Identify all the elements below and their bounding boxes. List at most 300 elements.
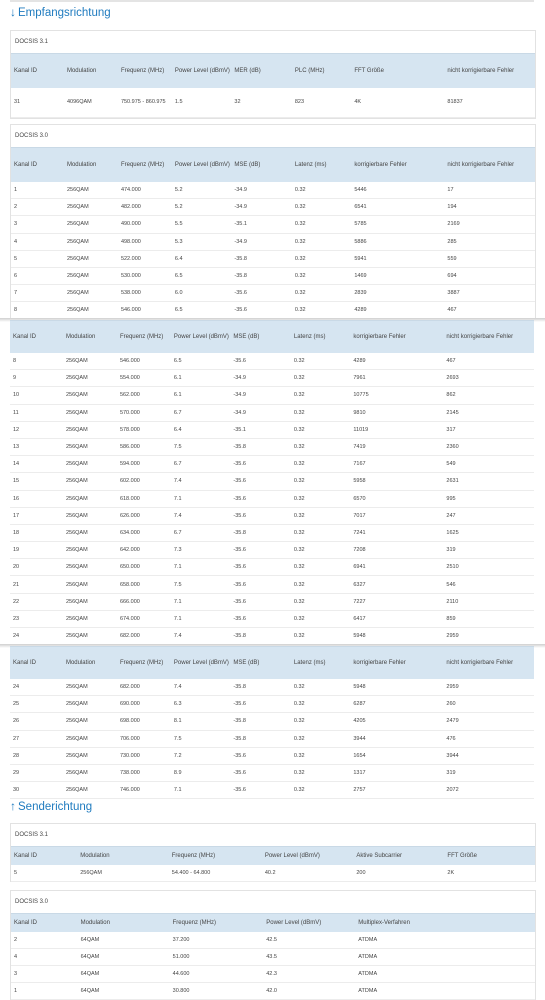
table-cell: 626.000 xyxy=(117,507,171,524)
downstream-docsis30-table xyxy=(10,320,534,645)
table-cell: -35.8 xyxy=(230,713,290,730)
table-cell: 7208 xyxy=(350,542,443,559)
table-cell: 650.000 xyxy=(117,559,171,576)
column-header-kanal-id: Kanal ID xyxy=(11,847,77,865)
table-row xyxy=(10,576,534,593)
table-cell: 7419 xyxy=(350,438,443,455)
table-row xyxy=(11,932,535,949)
table-cell: 0.32 xyxy=(291,696,350,713)
table-row xyxy=(11,267,535,284)
table-cell: 694 xyxy=(444,267,535,284)
column-header-frequenz-mhz: Frequenz (MHz) xyxy=(170,914,264,932)
table-cell: 0.32 xyxy=(291,387,350,404)
table-cell: 7017 xyxy=(350,507,443,524)
table-header-row xyxy=(10,647,534,679)
column-header-power-level-dbmv: Power Level (dBmV) xyxy=(172,54,231,88)
table-cell: 6.7 xyxy=(171,456,230,473)
table-cell: 256QAM xyxy=(64,233,118,250)
column-header-nicht-korrigierbare-fehler: nicht korrigierbare Fehler xyxy=(444,54,535,88)
table-cell: -35.8 xyxy=(230,628,290,645)
table-cell: 30.800 xyxy=(170,983,264,1000)
table-cell: 42.3 xyxy=(263,966,355,983)
table-cell: 2145 xyxy=(443,404,534,421)
table-cell: 5958 xyxy=(350,473,443,490)
column-header-fft-gr-e: FFT Größe xyxy=(444,847,535,865)
table-cell: 5785 xyxy=(351,216,444,233)
table-cell: 31 xyxy=(11,88,64,118)
table-cell: 6287 xyxy=(350,696,443,713)
table-cell: 256QAM xyxy=(63,628,117,645)
table-cell: 6941 xyxy=(350,559,443,576)
table-row xyxy=(11,302,535,319)
table-cell: 3887 xyxy=(444,285,535,302)
table-cell: 0.32 xyxy=(291,370,350,387)
table-row xyxy=(10,473,534,490)
table-cell: 4289 xyxy=(351,302,444,319)
table-cell: 5948 xyxy=(350,628,443,645)
table-cell: 7.5 xyxy=(171,438,230,455)
table-cell: 42.5 xyxy=(263,932,355,949)
table-cell: 256QAM xyxy=(63,542,117,559)
column-header-nicht-korrigierbare-fehler: nicht korrigierbare Fehler xyxy=(443,647,534,679)
table-row xyxy=(10,628,534,645)
table-cell: 256QAM xyxy=(64,267,118,284)
table-cell: 546.000 xyxy=(117,353,171,370)
table-cell: 7.3 xyxy=(171,542,230,559)
table-cell: 4289 xyxy=(350,353,443,370)
table-cell: -34.9 xyxy=(231,182,291,199)
table-row xyxy=(10,747,534,764)
table-cell: 522.000 xyxy=(118,250,172,267)
table-cell: 20 xyxy=(10,559,63,576)
table-cell: -35.6 xyxy=(231,285,291,302)
table-row xyxy=(10,542,534,559)
table-cell: 2 xyxy=(11,932,78,949)
table-cell: 995 xyxy=(443,490,534,507)
table-cell: 618.000 xyxy=(117,490,171,507)
table-cell: 0.32 xyxy=(291,542,350,559)
table-row xyxy=(10,421,534,438)
arrow-down-icon: ↓ xyxy=(10,5,16,19)
table-cell: 6.5 xyxy=(171,353,230,370)
table-cell: 19 xyxy=(10,542,63,559)
table-cell: 0.32 xyxy=(291,473,350,490)
table-cell: -35.6 xyxy=(230,747,290,764)
table-cell: 482.000 xyxy=(118,199,172,216)
table-cell: 9810 xyxy=(350,404,443,421)
table-row xyxy=(10,524,534,541)
table-cell: 40.2 xyxy=(262,865,354,882)
column-header-kanal-id: Kanal ID xyxy=(11,54,64,88)
table-cell: -35.8 xyxy=(231,250,291,267)
table-cell: 2479 xyxy=(443,713,534,730)
table-cell: 0.32 xyxy=(291,610,350,627)
table-cell: 256QAM xyxy=(63,782,117,799)
table-cell: 32 xyxy=(231,88,291,118)
table-header-row xyxy=(11,54,535,88)
table-cell: 706.000 xyxy=(117,730,171,747)
table-cell: 642.000 xyxy=(117,542,171,559)
table-cell: 698.000 xyxy=(117,713,171,730)
table-cell: 24 xyxy=(10,628,63,645)
table-cell: 13 xyxy=(10,438,63,455)
table-row xyxy=(10,490,534,507)
table-cell: 2839 xyxy=(351,285,444,302)
table-cell: ATDMA xyxy=(355,983,535,1000)
table-cell: 319 xyxy=(443,542,534,559)
table-cell: 5.3 xyxy=(172,233,231,250)
table-row xyxy=(11,216,535,233)
table-cell: 0.32 xyxy=(292,250,351,267)
table-cell: 256QAM xyxy=(64,216,118,233)
table-cell: 256QAM xyxy=(63,370,117,387)
table-cell: 10775 xyxy=(350,387,443,404)
table-cell: 5 xyxy=(11,250,64,267)
table-cell: 7167 xyxy=(350,456,443,473)
table-cell: -34.9 xyxy=(230,404,290,421)
table-cell: 2 xyxy=(11,199,64,216)
table-cell: 4K xyxy=(351,88,444,118)
table-cell: 256QAM xyxy=(63,387,117,404)
table-cell: 4096QAM xyxy=(64,88,118,118)
column-header-modulation: Modulation xyxy=(77,847,169,865)
upstream-docsis30-table xyxy=(11,913,535,1000)
table-cell: 1625 xyxy=(443,524,534,541)
table-cell: 25 xyxy=(10,696,63,713)
table-cell: 22 xyxy=(10,593,63,610)
table-cell: 256QAM xyxy=(63,747,117,764)
table-cell: 260 xyxy=(443,696,534,713)
table-cell: 256QAM xyxy=(64,250,118,267)
table-cell: 7.4 xyxy=(171,507,230,524)
table-cell: -35.6 xyxy=(230,507,290,524)
table-cell: 7.5 xyxy=(171,730,230,747)
table-cell: 256QAM xyxy=(64,199,118,216)
table-cell: -35.1 xyxy=(231,216,291,233)
table-cell: 546.000 xyxy=(118,302,172,319)
table-cell: 602.000 xyxy=(117,473,171,490)
table-row xyxy=(11,966,535,983)
table-cell: 64QAM xyxy=(78,949,170,966)
table-row xyxy=(10,353,534,370)
table-cell: 666.000 xyxy=(117,593,171,610)
table-cell: 1317 xyxy=(350,764,443,781)
column-header-kanal-id: Kanal ID xyxy=(11,914,78,932)
table-cell: 682.000 xyxy=(117,628,171,645)
table-cell: -35.8 xyxy=(231,267,291,284)
column-header-mer-db: MER (dB) xyxy=(231,54,291,88)
table-cell: 7961 xyxy=(350,370,443,387)
table-cell: 594.000 xyxy=(117,456,171,473)
arrow-up-icon: ↑ xyxy=(10,799,16,813)
table-cell: 256QAM xyxy=(63,679,117,696)
table-row xyxy=(10,438,534,455)
table-cell: 4 xyxy=(11,949,78,966)
table-cell: 7241 xyxy=(350,524,443,541)
table-cell: 12 xyxy=(10,421,63,438)
table-cell: -35.8 xyxy=(230,730,290,747)
table-header-row xyxy=(10,321,534,353)
table-cell: 256QAM xyxy=(63,713,117,730)
table-cell: 7.4 xyxy=(171,679,230,696)
table-row xyxy=(10,370,534,387)
table-cell: 2510 xyxy=(443,559,534,576)
column-header-modulation: Modulation xyxy=(78,914,170,932)
table-cell: 1.5 xyxy=(172,88,231,118)
table-cell: 81837 xyxy=(444,88,535,118)
table-header-row xyxy=(11,847,535,865)
table-row xyxy=(11,233,535,250)
column-header-mse-db: MSE (dB) xyxy=(230,321,290,353)
downstream-docsis30-table xyxy=(10,646,534,799)
table-cell: 256QAM xyxy=(63,404,117,421)
table-cell: 658.000 xyxy=(117,576,171,593)
column-header-aktive-subcarrier: Aktive Subcarrier xyxy=(353,847,444,865)
table-cell: 823 xyxy=(292,88,351,118)
table-cell: 6541 xyxy=(351,199,444,216)
table-cell: 634.000 xyxy=(117,524,171,541)
table-cell: 0.32 xyxy=(292,199,351,216)
panel-title: DOCSIS 3.1 xyxy=(15,39,49,45)
table-row xyxy=(11,182,535,199)
table-cell: -35.6 xyxy=(230,473,290,490)
table-cell: 490.000 xyxy=(118,216,172,233)
table-cell: 538.000 xyxy=(118,285,172,302)
table-cell: 682.000 xyxy=(117,679,171,696)
table-cell: 0.32 xyxy=(291,747,350,764)
upstream-docsis31-panel xyxy=(10,823,536,882)
table-cell: 18 xyxy=(10,524,63,541)
downstream-docsis31-panel xyxy=(10,30,536,119)
table-cell: -35.6 xyxy=(230,456,290,473)
table-cell: 256QAM xyxy=(63,438,117,455)
panel-title: DOCSIS 3.0 xyxy=(15,899,49,905)
table-cell: 37.200 xyxy=(170,932,264,949)
table-cell: 256QAM xyxy=(64,302,118,319)
table-row xyxy=(11,199,535,216)
table-cell: 11 xyxy=(10,404,63,421)
table-cell: 6 xyxy=(11,267,64,284)
column-header-power-level-dbmv: Power Level (dBmV) xyxy=(171,647,230,679)
table-row xyxy=(11,285,535,302)
table-cell: 256QAM xyxy=(63,610,117,627)
table-cell: 8 xyxy=(10,353,63,370)
table-cell: 51.000 xyxy=(170,949,264,966)
column-header-frequenz-mhz: Frequenz (MHz) xyxy=(169,847,262,865)
table-cell: 0.32 xyxy=(291,507,350,524)
table-cell: 0.32 xyxy=(291,782,350,799)
table-cell: 6.5 xyxy=(172,302,231,319)
table-cell: 4205 xyxy=(350,713,443,730)
table-cell: 0.32 xyxy=(291,490,350,507)
column-header-kanal-id: Kanal ID xyxy=(10,647,63,679)
column-header-power-level-dbmv: Power Level (dBmV) xyxy=(171,321,230,353)
upstream-docsis30-panel xyxy=(10,890,536,1000)
table-cell: 674.000 xyxy=(117,610,171,627)
table-cell: 7.4 xyxy=(171,473,230,490)
column-header-nicht-korrigierbare-fehler: nicht korrigierbare Fehler xyxy=(444,148,535,182)
column-header-frequenz-mhz: Frequenz (MHz) xyxy=(117,321,171,353)
column-header-power-level-dbmv: Power Level (dBmV) xyxy=(172,148,231,182)
downstream-docsis30-panel xyxy=(10,124,536,321)
table-cell: 2631 xyxy=(443,473,534,490)
column-header-mse-db: MSE (dB) xyxy=(230,647,290,679)
table-cell: 6.7 xyxy=(171,524,230,541)
table-cell: 498.000 xyxy=(118,233,172,250)
table-cell: 2169 xyxy=(444,216,535,233)
table-cell: 467 xyxy=(444,302,535,319)
table-cell: -35.6 xyxy=(230,610,290,627)
table-cell: -35.6 xyxy=(230,542,290,559)
table-cell: 17 xyxy=(10,507,63,524)
table-row xyxy=(10,679,534,696)
table-cell: -35.6 xyxy=(230,764,290,781)
table-cell: -35.8 xyxy=(230,438,290,455)
table-row xyxy=(11,250,535,267)
table-cell: 2757 xyxy=(350,782,443,799)
table-cell: 11019 xyxy=(350,421,443,438)
table-cell: 2360 xyxy=(443,438,534,455)
table-cell: 43.5 xyxy=(263,949,355,966)
table-cell: 1469 xyxy=(351,267,444,284)
table-cell: 859 xyxy=(443,610,534,627)
downstream-heading: ↓ Empfangsrichtung xyxy=(10,5,111,19)
top-tab-strip xyxy=(10,0,534,2)
table-cell: 8 xyxy=(11,302,64,319)
table-cell: 256QAM xyxy=(64,285,118,302)
table-cell: 5.5 xyxy=(172,216,231,233)
table-row xyxy=(11,865,535,882)
table-cell: 54.400 - 64.800 xyxy=(169,865,262,882)
table-cell: 9 xyxy=(10,370,63,387)
table-cell: ATDMA xyxy=(355,932,535,949)
table-cell: 559 xyxy=(444,250,535,267)
table-cell: 256QAM xyxy=(63,524,117,541)
upstream-heading: ↑ Senderichtung xyxy=(10,799,93,813)
table-cell: -35.8 xyxy=(230,679,290,696)
table-cell: 200 xyxy=(353,865,444,882)
downstream-docsis30-table xyxy=(11,147,535,320)
table-cell: 6.3 xyxy=(171,696,230,713)
table-cell: 15 xyxy=(10,473,63,490)
table-cell: 27 xyxy=(10,730,63,747)
table-cell: 0.32 xyxy=(291,456,350,473)
table-cell: 247 xyxy=(443,507,534,524)
table-cell: 5948 xyxy=(350,679,443,696)
column-header-korrigierbare-fehler: korrigierbare Fehler xyxy=(350,647,443,679)
table-cell: 256QAM xyxy=(63,730,117,747)
table-cell: -35.8 xyxy=(230,524,290,541)
column-header-latenz-ms: Latenz (ms) xyxy=(291,647,350,679)
table-cell: 7.1 xyxy=(171,610,230,627)
table-cell: 64QAM xyxy=(78,966,170,983)
column-header-korrigierbare-fehler: korrigierbare Fehler xyxy=(351,148,444,182)
table-cell: 2072 xyxy=(443,782,534,799)
table-cell: 256QAM xyxy=(63,507,117,524)
table-cell: 0.32 xyxy=(292,182,351,199)
table-row xyxy=(11,88,535,118)
table-cell: 21 xyxy=(10,576,63,593)
table-cell: ATDMA xyxy=(355,949,535,966)
table-cell: 0.32 xyxy=(292,285,351,302)
column-header-multiplex-verfahren: Multiplex-Verfahren xyxy=(355,914,535,932)
column-header-latenz-ms: Latenz (ms) xyxy=(291,321,350,353)
table-cell: 4 xyxy=(11,233,64,250)
table-cell: 7.5 xyxy=(171,576,230,593)
table-cell: 16 xyxy=(10,490,63,507)
table-cell: 64QAM xyxy=(78,983,170,1000)
column-header-frequenz-mhz: Frequenz (MHz) xyxy=(117,647,171,679)
table-cell: 746.000 xyxy=(117,782,171,799)
table-cell: 23 xyxy=(10,610,63,627)
table-cell: 0.32 xyxy=(291,421,350,438)
table-cell: -35.6 xyxy=(230,576,290,593)
table-cell: -35.1 xyxy=(230,421,290,438)
table-cell: 3944 xyxy=(350,730,443,747)
table-cell: 7.2 xyxy=(171,747,230,764)
column-header-power-level-dbmv: Power Level (dBmV) xyxy=(263,914,355,932)
table-cell: 317 xyxy=(443,421,534,438)
table-cell: 10 xyxy=(10,387,63,404)
table-cell: -34.9 xyxy=(231,199,291,216)
table-cell: 1 xyxy=(11,182,64,199)
upstream-docsis31-table xyxy=(11,846,535,882)
table-cell: 862 xyxy=(443,387,534,404)
column-header-modulation: Modulation xyxy=(64,54,118,88)
table-cell: -35.6 xyxy=(230,559,290,576)
table-cell: 7.1 xyxy=(171,593,230,610)
table-cell: 7.4 xyxy=(171,628,230,645)
table-cell: 256QAM xyxy=(63,353,117,370)
table-cell: 0.32 xyxy=(291,628,350,645)
table-cell: 5886 xyxy=(351,233,444,250)
table-cell: 7.1 xyxy=(171,559,230,576)
table-cell: 7227 xyxy=(350,593,443,610)
table-cell: 29 xyxy=(10,764,63,781)
table-cell: 562.000 xyxy=(117,387,171,404)
table-cell: 7 xyxy=(11,285,64,302)
table-cell: 0.32 xyxy=(291,679,350,696)
column-header-frequenz-mhz: Frequenz (MHz) xyxy=(118,148,172,182)
table-cell: 2959 xyxy=(443,679,534,696)
table-row xyxy=(11,949,535,966)
table-cell: 0.32 xyxy=(291,353,350,370)
table-cell: 256QAM xyxy=(63,456,117,473)
table-cell: 0.32 xyxy=(292,267,351,284)
table-row xyxy=(10,696,534,713)
table-cell: 0.32 xyxy=(291,524,350,541)
table-cell: 2K xyxy=(444,865,535,882)
table-cell: 738.000 xyxy=(117,764,171,781)
table-cell: -35.6 xyxy=(230,696,290,713)
table-cell: 8.9 xyxy=(171,764,230,781)
table-cell: 30 xyxy=(10,782,63,799)
table-cell: 586.000 xyxy=(117,438,171,455)
table-row xyxy=(11,983,535,1000)
downstream-docsis30-table-continued xyxy=(10,646,534,799)
table-row xyxy=(10,730,534,747)
table-row xyxy=(10,782,534,799)
table-cell: 5.2 xyxy=(172,199,231,216)
table-cell: -34.9 xyxy=(230,370,290,387)
table-cell: 0.32 xyxy=(291,404,350,421)
table-cell: 0.32 xyxy=(291,764,350,781)
table-cell: 0.32 xyxy=(292,216,351,233)
table-cell: 1 xyxy=(11,983,78,1000)
table-row xyxy=(10,593,534,610)
table-cell: 319 xyxy=(443,764,534,781)
column-header-korrigierbare-fehler: korrigierbare Fehler xyxy=(350,321,443,353)
